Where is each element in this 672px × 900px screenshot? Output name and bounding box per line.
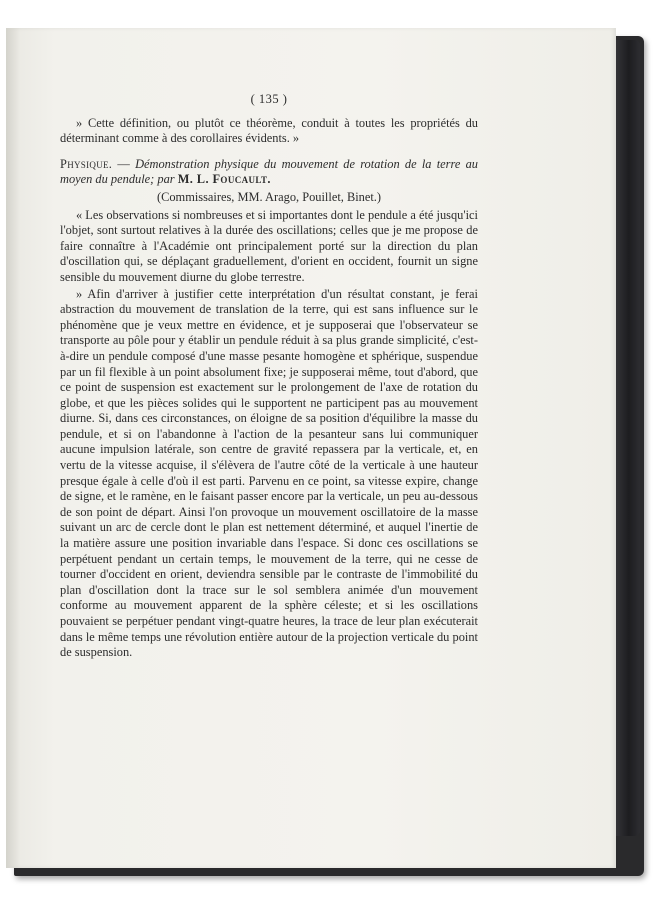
intro-paragraph: » Cette définition, ou plutôt ce théorème, conduit à toutes les propriétés du déterminant comme à des corollaires évidents. » (60, 115, 478, 146)
body-paragraph-2: » Afin d'arriver à justifier cette interprétation d'un résultat constant, je ferai abstraction du mouvement de translation de la terre, qui est sans influence sur le phénomène que je veux mettre en évidence, et je supposerai que l'observateur se transporte au pôle pour y établir un pendule réduit à sa plus grande simplicité, c'est-à-dire un pendule composé d'une masse pesante homogène et sphérique, suspendue par un fil flexible à un point absolument fixe; je supposerai même, tout d'abord, que ce point de suspension est exactement sur le prolongement de l'axe de rotation du globe, et que les pièces solides qui le supportent ne participent pas au mouvement diurne. Si, dans ces circonstances, on éloigne de sa position d'équilibre la masse du pendule, et si on l'abandonne à l'action de la pesanteur sans lui communiquer aucune impulsion latérale, son centre de gravité repassera par la verticale, et, en vertu de la vitesse acquise, il s'élèvera de l'autre côté de la verticale à une hauteur presque égale à celle d'où il est parti. Parvenu en ce point, sa vitesse expire, change de signe, et le ramène, en le faisant passer encore par la verticale, un peu au-dessous de son point de départ. Ainsi l'on provoque un mouvement oscillatoire de la masse suivant un arc de cercle dont le plan est nettement déterminé, et auquel l'inertie de la matière assure une position invariable dans l'espace. Si donc ces oscillations se perpétuent pendant un certain temps, le mouvement de la terre, qui ne cesse de tourner d'occident en orient, deviendra sensible par le contraste de l'immobilité du plan d'oscillation dont la trace sur le sol semblera animée d'un mouvement conforme au mouvement apparent de la sphère céleste; et si les oscillations pouvaient se perpétuer pendant vingt-quatre heures, la trace de leur plan exécuterait dans le même temps une révolution entière autour de la projection verticale du point de suspension. (60, 286, 478, 660)
commission-line: (Commissaires, MM. Arago, Pouillet, Binet.) (156, 189, 382, 204)
page-gutter-shadow (6, 28, 20, 868)
body-paragraph-1: « Les observations si nombreuses et si importantes dont le pendule a été jusqu'ici l'objet, sont surtout relatives à la durée des oscillations; celles que je me propose de faire connaître à l'Académie ont principalement porté sur la direction du plan d'oscillation qui, se déplaçant graduellement, d'orient en occident, fournit un signe sensible du mouvement diurne du globe terrestre. (60, 207, 478, 284)
heading-dash: — (112, 156, 136, 171)
section-label: Physique. (60, 156, 113, 171)
article-heading (60, 157, 478, 188)
book-spine-edge (612, 40, 640, 836)
page-number: ( 135 ) (250, 92, 288, 106)
article-author: M. L. Foucault. (177, 172, 271, 187)
article-title: Démonstration physique du mouvement de rotation de la terre au moyen du pendule; par (60, 156, 478, 187)
page-text-block (60, 92, 478, 661)
book-page (6, 28, 616, 868)
